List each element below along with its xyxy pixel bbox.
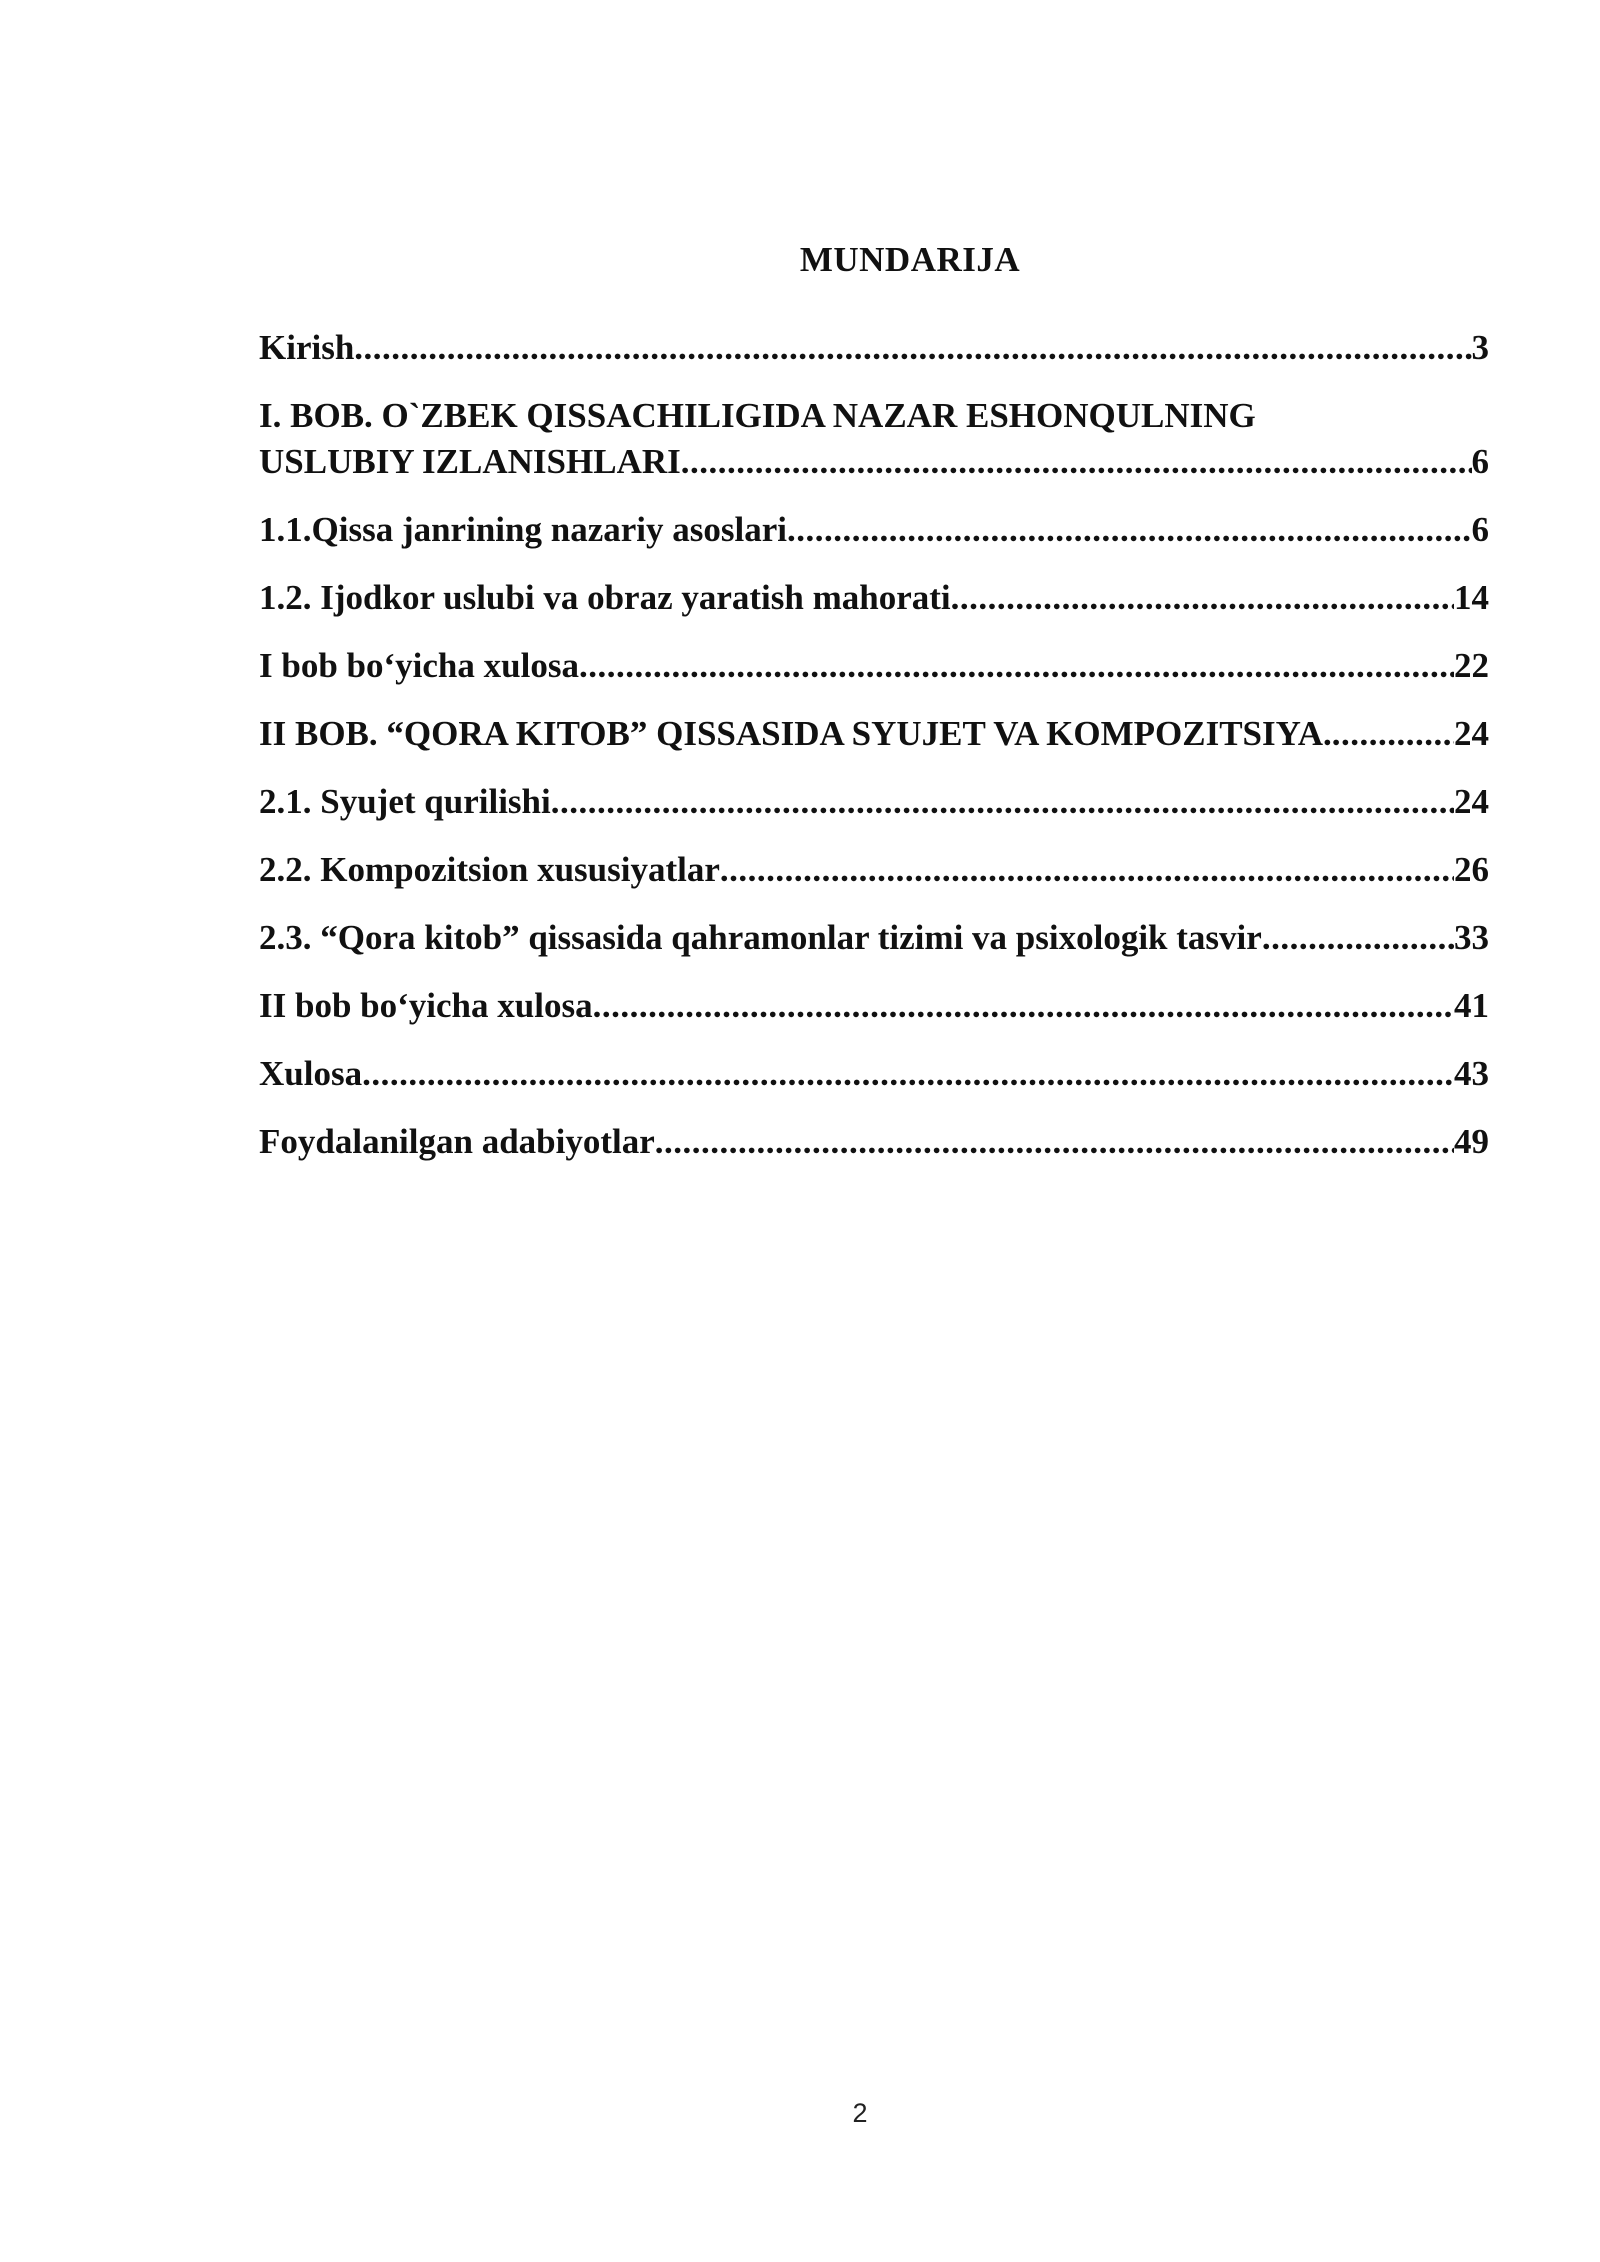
toc-entry-section-2-2[interactable]: [259, 847, 1489, 893]
toc-page-number: 3: [1471, 328, 1489, 367]
toc-entry-text: II BOB. “QORA KITOB” QISSASIDA SYUJET VA KOMPOZITSIYA.: [259, 714, 1332, 753]
toc-entry-text: II bob bo‘yicha xulosa: [259, 986, 593, 1025]
toc-page-number: 43: [1454, 1054, 1489, 1093]
toc-page-number: 6: [1471, 442, 1489, 481]
toc-page-number: 41: [1454, 986, 1489, 1025]
toc-leader-dots: [655, 1119, 1454, 1165]
toc-entry-text-line-1: I. BOB. O`ZBEK QISSACHILIGIDA NAZAR ESHONQULNING: [259, 396, 1256, 435]
toc-leader-dots: [787, 507, 1472, 553]
toc-entry-text: 2.3. “Qora kitob” qissasida qahramonlar tizimi va psixologik tasvir: [259, 918, 1262, 957]
toc-page-number: 33: [1454, 918, 1489, 957]
toc-entry-text: Kirish: [259, 328, 355, 367]
toc-entry-text: USLUBIY IZLANISHLARI: [259, 442, 681, 481]
toc-entry-kirish[interactable]: [259, 325, 1489, 371]
toc-page-number: 14: [1454, 578, 1489, 617]
toc-entry-section-1-1[interactable]: [259, 507, 1489, 553]
toc-entry-section-2-1[interactable]: [259, 779, 1489, 825]
toc-leader-dots: [551, 779, 1454, 825]
page-number: 2: [852, 2098, 868, 2128]
toc-leader-dots: [1332, 711, 1454, 757]
toc-page-number: 24: [1454, 714, 1489, 753]
toc-page-number: 22: [1454, 646, 1489, 685]
toc-leader-dots: [951, 575, 1454, 621]
toc-entry-chapter-1[interactable]: [259, 393, 1489, 485]
toc-page-number: 49: [1454, 1122, 1489, 1161]
toc-leader-dots: [1262, 915, 1454, 961]
toc-entry-section-1-2[interactable]: [259, 575, 1489, 621]
toc-leader-dots: [720, 847, 1454, 893]
toc-entry-text: 1.1.Qissa janrining nazariy asoslari: [259, 510, 787, 549]
toc-leader-dots: [681, 439, 1472, 485]
toc-entry-chapter-2-conclusion[interactable]: [259, 983, 1489, 1029]
toc-page-number: 6: [1471, 510, 1489, 549]
table-of-contents: [259, 325, 1489, 1187]
toc-entry-references[interactable]: [259, 1119, 1489, 1165]
toc-entry-text: Xulosa: [259, 1054, 363, 1093]
toc-entry-xulosa[interactable]: [259, 1051, 1489, 1097]
toc-leader-dots: [579, 643, 1454, 689]
toc-entry-section-2-3[interactable]: [259, 915, 1489, 961]
toc-title: MUNDARIJA: [799, 240, 1021, 279]
toc-leader-dots: [354, 325, 1471, 371]
toc-entry-text: 2.1. Syujet qurilishi: [259, 782, 551, 821]
toc-entry-text: 2.2. Kompozitsion xususiyatlar: [259, 850, 720, 889]
toc-entry-text: 1.2. Ijodkor uslubi va obraz yaratish mahorati: [259, 578, 951, 617]
toc-entry-chapter-1-conclusion[interactable]: [259, 643, 1489, 689]
toc-entry-text: I bob bo‘yicha xulosa: [259, 646, 579, 685]
toc-leader-dots: [362, 1051, 1454, 1097]
toc-entry-chapter-2[interactable]: [259, 711, 1489, 757]
toc-page-number: 26: [1454, 850, 1489, 889]
toc-entry-text: Foydalanilgan adabiyotlar: [259, 1122, 655, 1161]
toc-leader-dots: [593, 983, 1454, 1029]
toc-page-number: 24: [1454, 782, 1489, 821]
